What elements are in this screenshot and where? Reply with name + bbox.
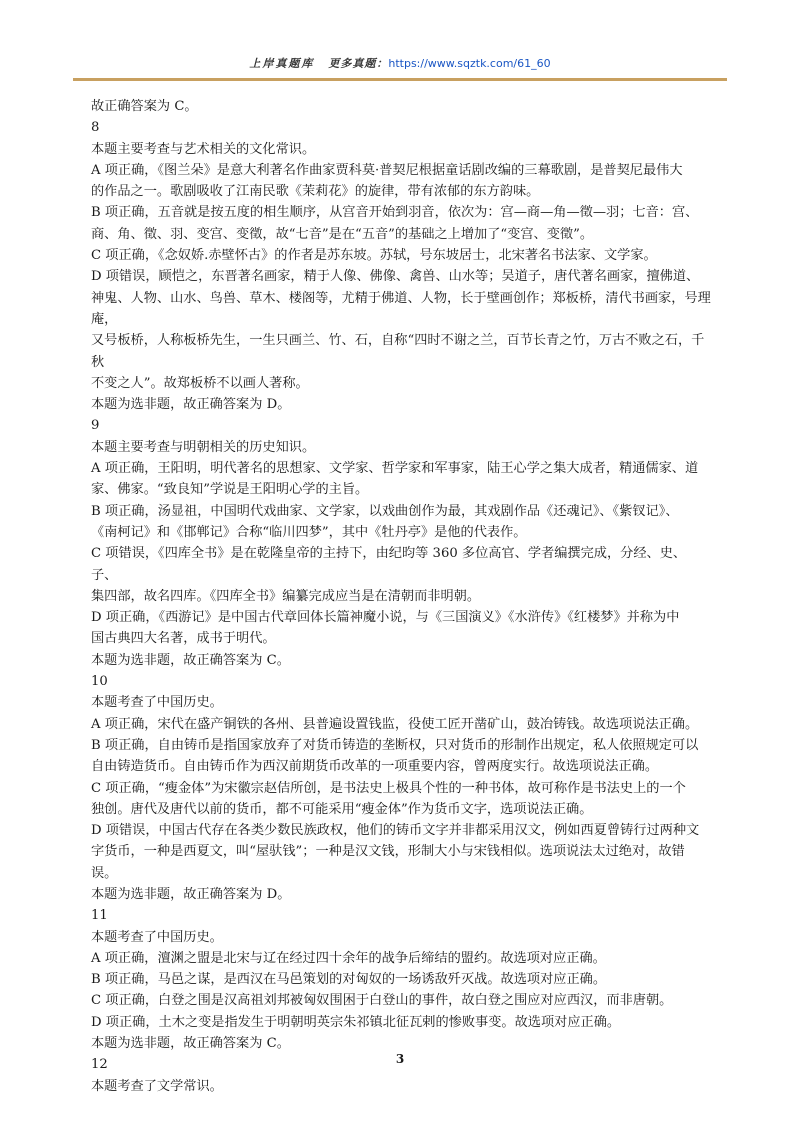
text-line: B 项正确，马邑之谋，是西汉在马邑策划的对匈奴的一场诱敌歼灭战。故选项对应正确。 (91, 972, 607, 988)
text-line: D 项正确，土木之变是指发生于明朝明英宗朱祁镇北征瓦剌的惨败事变。故选项对应正确。 (91, 1014, 621, 1030)
text-line: 本题为选非题，故正确答案为 D。 (91, 397, 291, 413)
text-line: 又号板桥，人称板桥先生，一生只画兰、竹、石，自称“四时不谢之兰，百节长青之竹，万古不败之石，千秋 (91, 333, 705, 370)
header-brand: 上岸真题库 (249, 57, 315, 70)
text-line: B 项正确，自由铸币是指国家放弃了对货币铸造的垄断权，只对货币的形制作出规定，私人依照规定可以 (91, 737, 699, 753)
header-link[interactable]: https://www.sqztk.com/61_60 (388, 57, 551, 70)
text-line: A 项正确，宋代在盛产铜铁的各州、县普遍设置钱监，役使工匠开凿矿山，鼓冶铸钱。故选项说法正确。 (91, 716, 699, 732)
text-line: 本题考查了中国历史。 (91, 695, 223, 711)
text-line: 10 (91, 674, 108, 690)
text-line: 9 (91, 418, 100, 434)
text-line: 国古典四大名著，成书于明代。 (91, 631, 276, 647)
text-line: 本题为选非题，故正确答案为 C。 (91, 1036, 290, 1052)
page-header (0, 57, 800, 71)
text-line: B 项正确，五音就是按五度的相生顺序，从宫音开始到羽音，依次为：宫—商—角—徵—羽；七音：宫、 (91, 205, 699, 221)
text-line: 本题考查了中国历史。 (91, 929, 223, 945)
text-line: 本题主要考查与艺术相关的文化常识。 (91, 141, 316, 157)
text-line: 独创。唐代及唐代以前的货币，都不可能采用“瘦金体”作为货币文字，选项说法正确。 (91, 801, 593, 817)
header-rule (73, 78, 727, 81)
text-line: 神鬼、人物、山水、鸟兽、草木、楼阁等，尤精于佛道、人物，长于壁画创作；郑板桥，清代书画家，号理庵， (91, 290, 711, 327)
text-line: D 项正确，《西游记》是中国古代章回体长篇神魔小说，与《三国演义》《水浒传》《红楼梦》并称为中 (91, 610, 680, 626)
text-line: D 项错误，顾恺之，东晋著名画家，精于人像、佛像、禽兽、山水等；吴道子，唐代著名画家，擅佛道、 (91, 269, 700, 285)
text-line: 集四部，故名四库。《四库全书》编纂完成应当是在清朝而非明朝。 (91, 588, 481, 604)
text-line: A 项正确，《图兰朵》是意大利著名作曲家贾科莫·普契尼根据童话剧改编的三幕歌剧，是普契尼最伟大 (91, 162, 683, 178)
text-line: 家、佛家。“致良知”学说是王阳明心学的主旨。 (91, 482, 369, 498)
text-line: 故正确答案为 C。 (91, 99, 198, 114)
text-line: B 项正确，汤显祖，中国明代戏曲家、文学家，以戏曲创作为最，其戏剧作品《还魂记》、《紫钗记》、 (91, 503, 679, 519)
text-line: D 项错误，中国古代存在各类少数民族政权，他们的铸币文字并非都采用汉文，例如西夏曾铸行过两种文 (91, 823, 700, 839)
text-line: 不变之人”。故郑板桥不以画人著称。 (91, 375, 309, 391)
text-line: 字货币，一种是西夏文，叫“屋驮钱”；一种是汉文钱，形制大小与宋钱相似。选项说法太过绝对，故错误。 (91, 844, 685, 881)
text-line: C 项正确，《念奴娇.赤壁怀古》的作者是苏东坡。苏轼，号东坡居士，北宋著名书法家、文学家。 (91, 248, 657, 264)
text-line: 11 (91, 908, 108, 924)
text-line: 本题为选非题，故正确答案为 D。 (91, 886, 291, 902)
header-label: 更多真题： (328, 57, 389, 70)
text-line: 本题为选非题，故正确答案为 C。 (91, 652, 290, 668)
text-line: C 项错误，《四库全书》是在乾隆皇帝的主持下，由纪昀等 360 多位高官、学者编撰完成，分经、史、子、 (91, 546, 687, 583)
text-line: 12 (91, 1057, 108, 1073)
text-line: 8 (91, 120, 100, 136)
page-number: 3 (395, 1052, 405, 1066)
text-line: C 项正确，“瘦金体”为宋徽宗赵佶所创，是书法史上极具个性的一种书体，故可称作是书法史上的一个 (91, 780, 686, 796)
document-body (91, 96, 711, 1097)
text-line: 《南柯记》和《邯郸记》合称“临川四梦”，其中《牡丹亭》是他的代表作。 (91, 524, 527, 540)
text-line: 本题考查了文学常识。 (91, 1078, 223, 1094)
text-line: 自由铸造货币。自由铸币作为西汉前期货币改革的一项重要内容，曾两度实行。故选项说法正确。 (91, 759, 659, 775)
text-line: A 项正确，王阳明，明代著名的思想家、文学家、哲学家和军事家，陆王心学之集大成者，精通儒家、道 (91, 461, 699, 477)
text-line: C 项正确，白登之围是汉高祖刘邦被匈奴围困于白登山的事件，故白登之围应对应西汉，而非唐朝。 (91, 993, 673, 1009)
text-line: 商、角、徵、羽、变宫、变徵，故“七音”是在“五音”的基础之上增加了“变宫、变徵”。 (91, 226, 594, 242)
text-line: 的作品之一。歌剧吸收了江南民歌《茉莉花》的旋律，带有浓郁的东方韵味。 (91, 184, 540, 200)
text-line: 本题主要考查与明朝相关的历史知识。 (91, 439, 316, 455)
text-line: A 项正确，澶渊之盟是北宋与辽在经过四十余年的战争后缔结的盟约。故选项对应正确。 (91, 950, 606, 966)
